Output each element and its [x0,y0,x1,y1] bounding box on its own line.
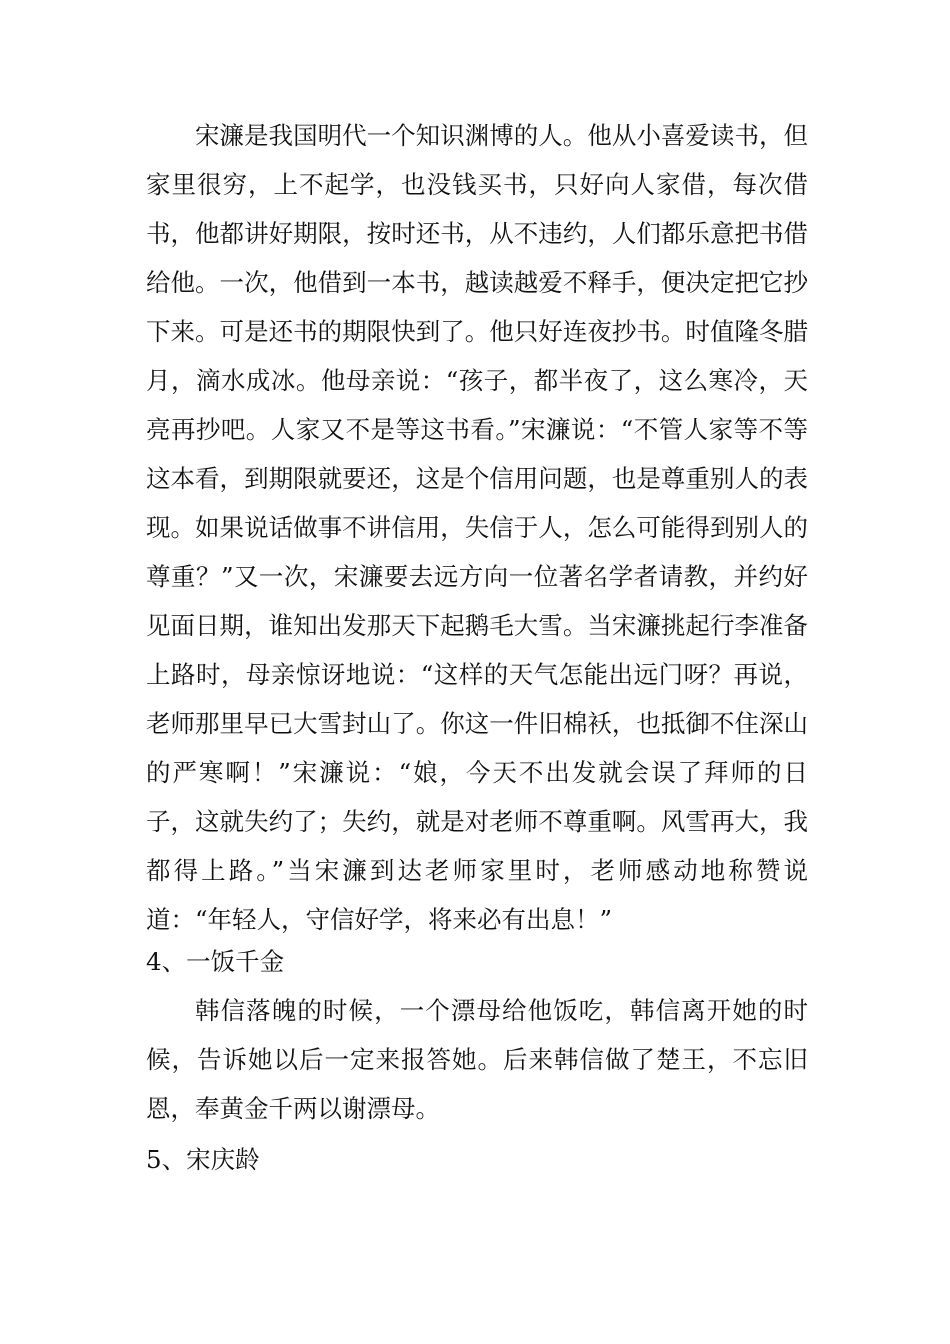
paragraph-song-lian: 宋濂是我国明代一个知识渊博的人。他从小喜爱读书，但家里很穷，上不起学，也没钱买书，只好向人家借，每次借书，他都讲好期限，按时还书，从不违约，人们都乐意把书借给他。一次，他借到一本书，越读越爱不释手，便决定把它抄下来。可是还书的期限快到了。他只好连夜抄书。时值隆冬腊月，滴水成冰。他母亲说：“孩子，都半夜了，这么寒冷，天亮再抄吧。人家又不是等这书看。”宋濂说：“不管人家等不等这本看，到期限就要还，这是个信用问题，也是尊重别人的表现。如果说话做事不讲信用，失信于人，怎么可能得到别人的尊重？”又一次，宋濂要去远方向一位著名学者请教，并约好见面日期，谁知出发那天下起鹅毛大雪。当宋濂挑起行李准备上路时，母亲惊讶地说：“这样的天气怎能出远门呀？再说，老师那里早已大雪封山了。你这一件旧棉袄，也抵御不住深山的严寒啊！”宋濂说：“娘，今天不出发就会误了拜师的日子，这就失约了；失约，就是对老师不尊重啊。风雪再大，我都得上路。”当宋濂到达老师家里时，老师感动地称赞说道：“年轻人，守信好学，将来必有出息！” [146,121,808,934]
section-heading-5: 5、宋庆龄 [146,1145,260,1174]
section-heading-4: 4、一饭千金 [146,947,285,976]
paragraph-han-xin: 韩信落魄的时候，一个漂母给他饭吃，韩信离开她的时候，告诉她以后一定来报答她。后来韩信做了楚王，不忘旧恩，奉黄金千两以谢漂母。 [146,996,808,1123]
